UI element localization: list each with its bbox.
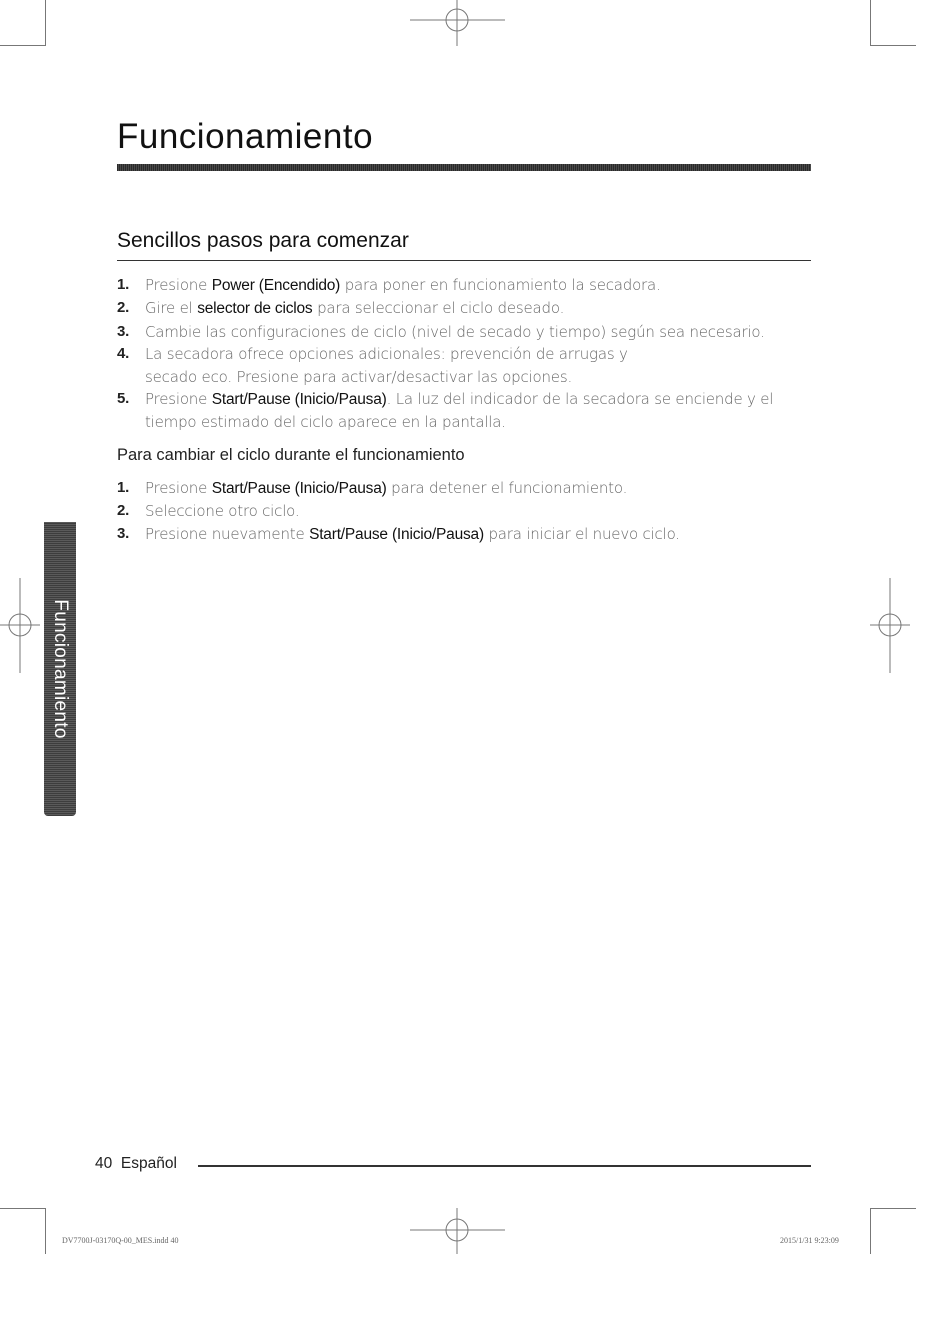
list-item: [117, 500, 811, 522]
side-tab-label: Funcionamiento: [50, 599, 71, 739]
steps-list: [117, 274, 811, 434]
crop-mark: [870, 1208, 916, 1209]
registration-mark-bottom: [410, 1208, 505, 1254]
step-text: para poner en funcionamiento la secadora.: [340, 276, 661, 294]
list-item: [117, 297, 811, 320]
print-slug-file: DV7700J-03170Q-00_MES.indd 40: [62, 1236, 179, 1245]
step-text: Presione: [145, 390, 212, 409]
section-divider: [117, 260, 811, 261]
step-text: Gire el: [145, 299, 198, 318]
page-footer-label: [95, 1155, 177, 1173]
step-text: Presione: [145, 276, 212, 294]
step-text: Cambie las configuraciones de ciclo (nivel de secado y tiempo) según sea necesario.: [145, 322, 765, 341]
step-text: para seleccionar el ciclo deseado.: [312, 299, 565, 318]
footer-language: Español: [120, 1155, 177, 1172]
step-keyword: Start/Pause (Inicio/Pausa): [211, 391, 387, 409]
step-number: 4.: [117, 345, 130, 363]
list-item: [117, 388, 811, 434]
list-item: [117, 343, 811, 388]
list-item: [117, 477, 811, 500]
step-text: Presione nuevamente: [145, 524, 310, 543]
step-keyword: Start/Pause (Inicio/Pausa): [211, 480, 387, 497]
step-text: La secadora ofrece opciones adicionales: prevención de arrugas y secado eco. Presione para activar/desactivar las opciones.: [145, 345, 628, 386]
step-number: 3.: [117, 524, 130, 542]
crop-mark: [0, 1208, 46, 1209]
list-item: [117, 321, 811, 343]
step-number: 1.: [117, 479, 130, 496]
crop-mark: [45, 1208, 46, 1254]
step-keyword: Power (Encendido): [211, 277, 341, 294]
step-text: Seleccione otro ciclo.: [145, 502, 300, 521]
step-text: . La luz del indicador de la secadora se enciende y el tiempo estimado del ciclo aparece en la pantalla.: [145, 390, 774, 432]
registration-mark-top: [410, 0, 505, 46]
step-number: 1.: [117, 276, 130, 293]
step-text: para iniciar el nuevo ciclo.: [483, 524, 680, 543]
step-keyword: Start/Pause (Inicio/Pausa): [309, 525, 484, 543]
crop-mark: [45, 0, 46, 46]
subsection-title: Para cambiar el ciclo durante el funcionamiento: [117, 446, 465, 464]
step-number: 5.: [117, 390, 130, 408]
crop-mark: [870, 1208, 871, 1254]
step-text: Presione: [145, 479, 212, 497]
chapter-side-tab: [44, 522, 76, 816]
chapter-title: Funcionamiento: [117, 117, 374, 156]
step-number: 2.: [117, 299, 130, 317]
step-keyword: selector de ciclos: [197, 300, 313, 318]
registration-mark-left: [0, 578, 40, 673]
crop-mark: [870, 45, 916, 46]
crop-mark: [870, 0, 871, 46]
step-text: para detener el funcionamiento.: [386, 479, 628, 497]
step-number: 2.: [117, 502, 130, 520]
step-number: 3.: [117, 322, 130, 340]
list-item: [117, 274, 811, 297]
section-title: Sencillos pasos para comenzar: [117, 229, 409, 252]
change-cycle-steps-list: [117, 477, 811, 546]
print-slug-date: 2015/1/31 9:23:09: [780, 1236, 839, 1245]
page-number: 40: [95, 1155, 113, 1172]
chapter-title-bar: [117, 164, 811, 171]
list-item: [117, 523, 811, 546]
crop-mark: [0, 45, 46, 46]
footer-divider: [198, 1165, 811, 1167]
registration-mark-right: [870, 578, 910, 673]
